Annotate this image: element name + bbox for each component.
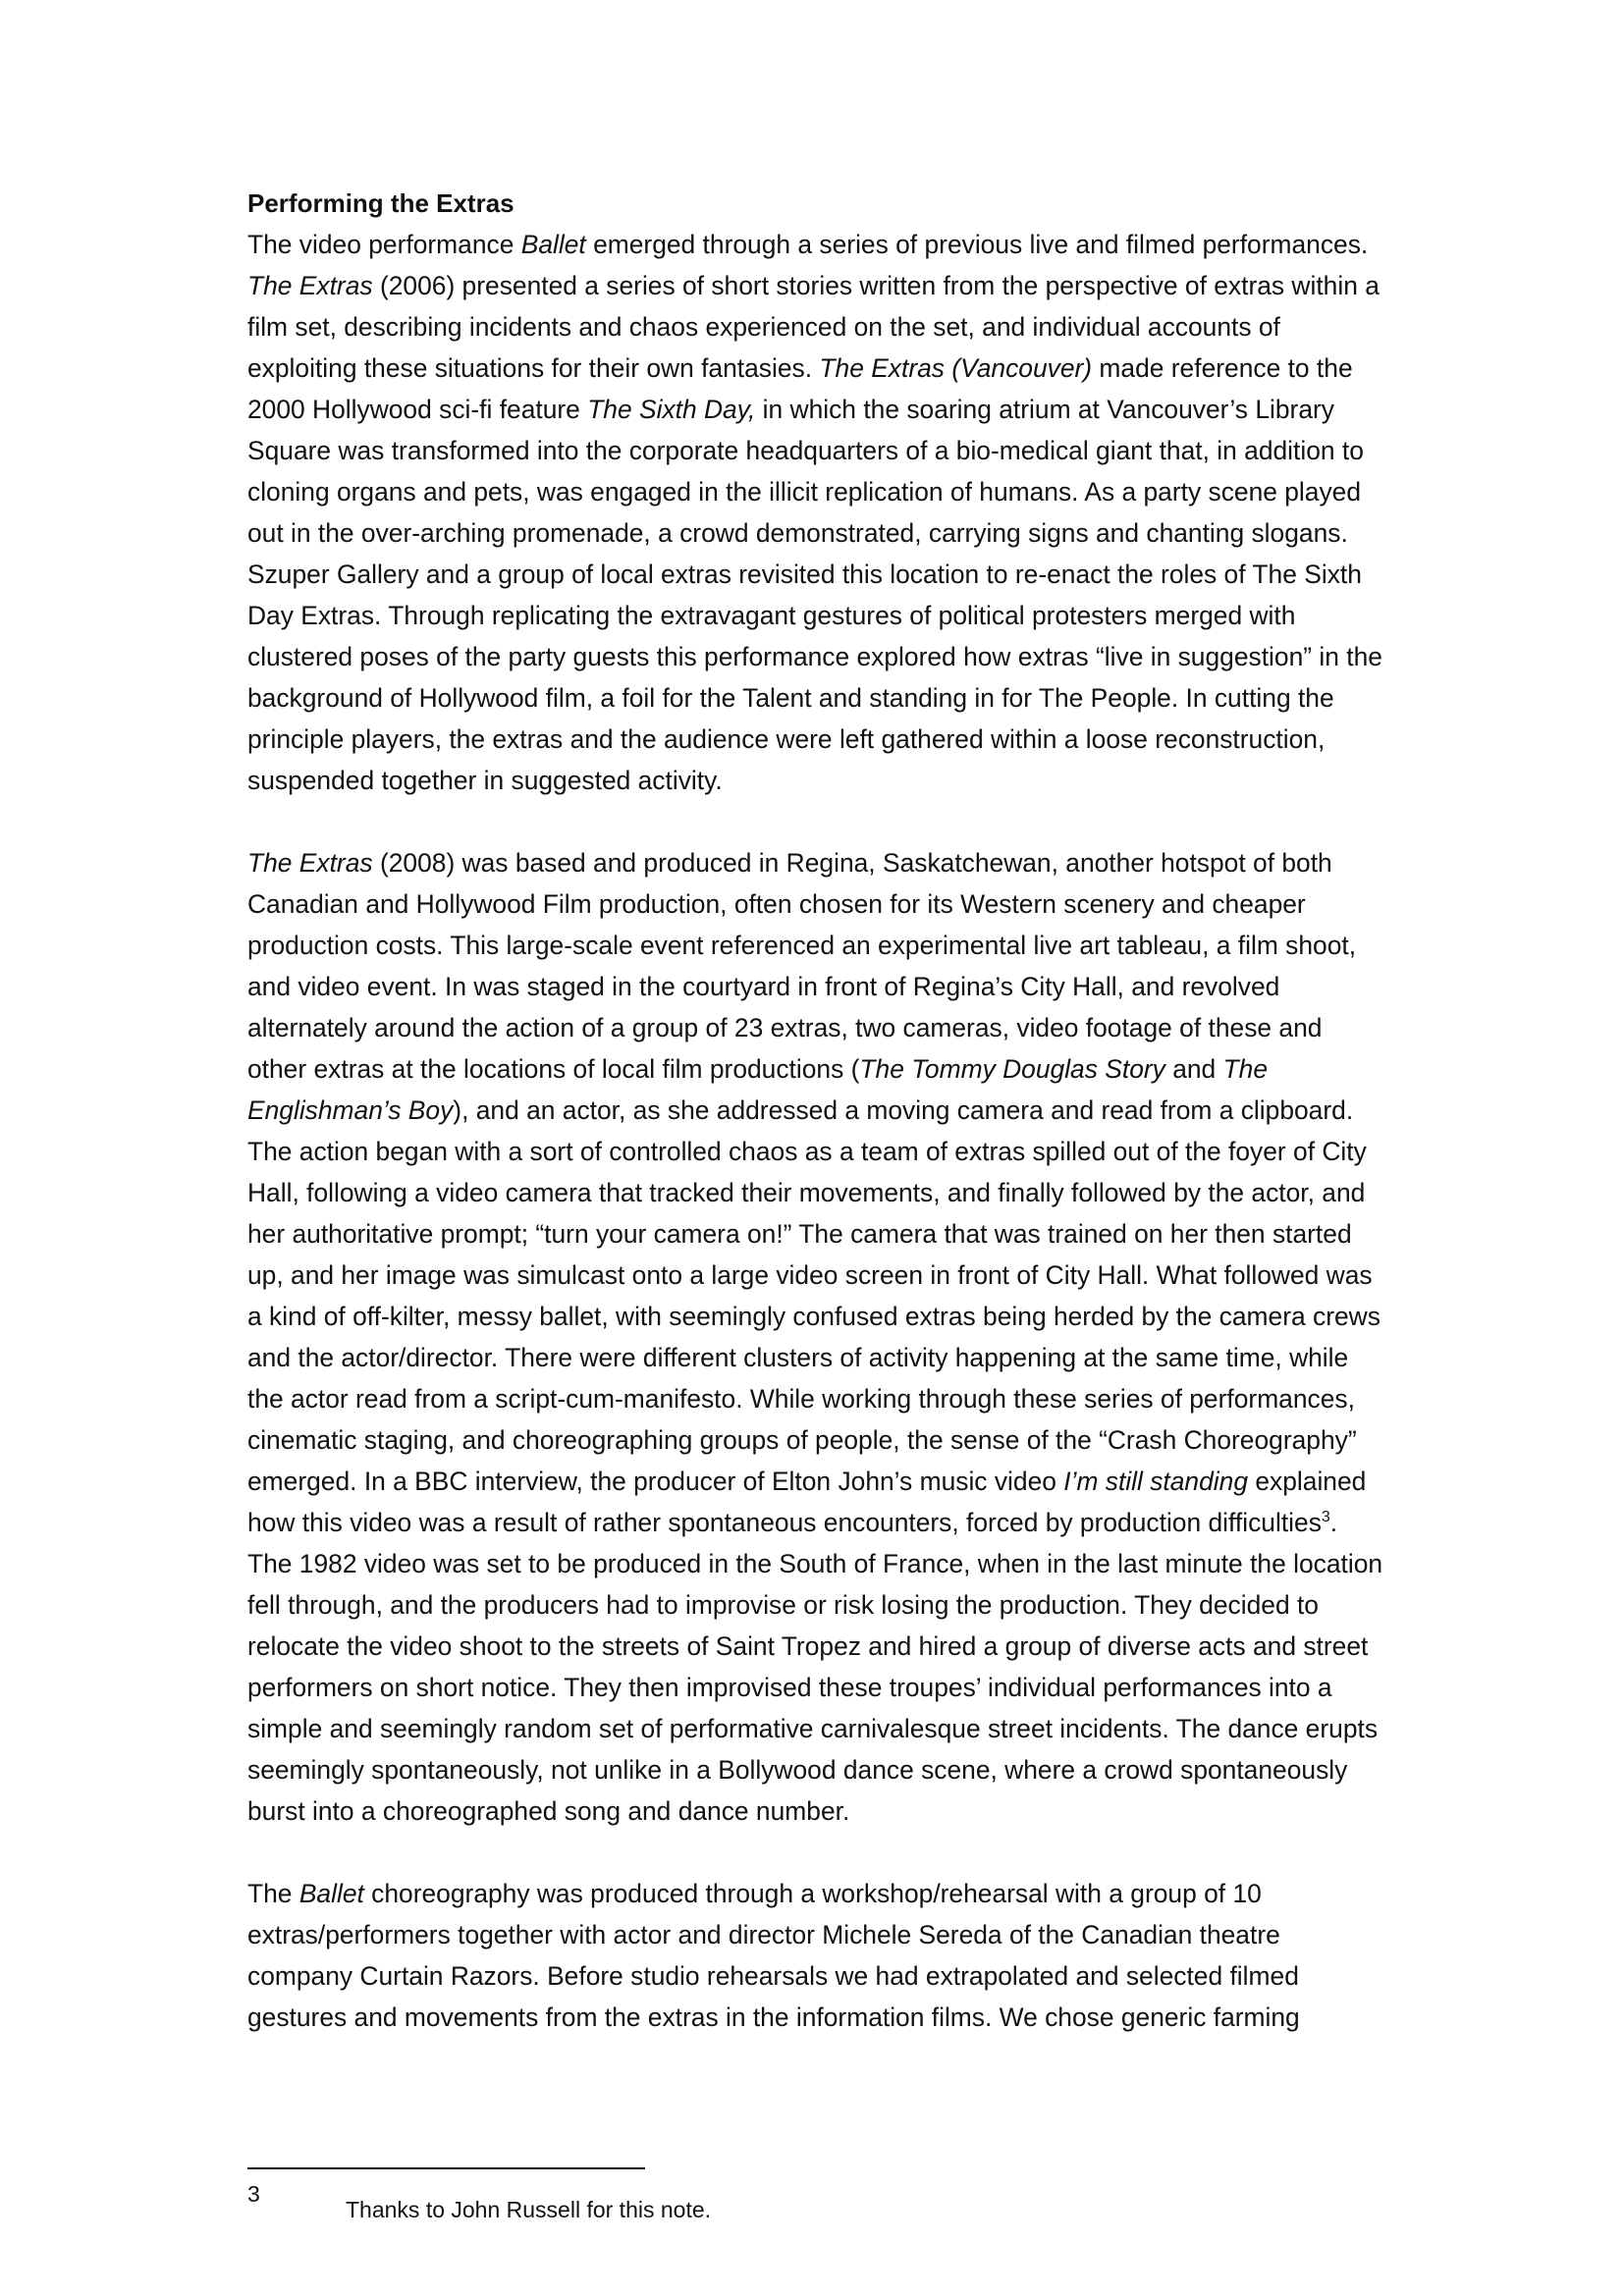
italic-title: The Extras: [247, 848, 373, 878]
italic-title: Ballet: [520, 230, 586, 259]
text-run: The: [247, 1879, 299, 1908]
italic-title: Ballet: [298, 1879, 364, 1908]
footnote-text: Thanks to John Russell for this note.: [346, 2197, 712, 2222]
paragraph-spacer: [247, 801, 1386, 842]
paragraph-2: [247, 842, 1386, 1832]
italic-title: The Extras (Vancouver): [819, 353, 1093, 383]
italic-title: The Tommy Douglas Story: [859, 1054, 1165, 1084]
text-run: (2008) was based and produced in Regina, Saskatchewan, another hotspot of both Canadian and Hollywood Film production, often chosen for its Western scenery and cheaper production costs. This large-scale event referenced an experimental live art tableau, a film shoot, and video event. In was staged in the courtyard in front of Regina’s City Hall, and revolved alternately around the action of a group of 23 extras, two cameras, video footage of these and other extras at the locations of local film productions (: [247, 848, 1357, 1084]
paragraph-1: [247, 224, 1386, 801]
italic-title: The Englishman’s Boy: [247, 1054, 1269, 1125]
italic-title: I’m still standing: [1063, 1467, 1249, 1496]
text-run: (2006) presented a series of short stories written from the perspective of extras within a film set, describing incidents and chaos experienced on the set, and individual accounts of exploiting these situations for their own fantasies.: [247, 271, 1380, 383]
text-run: and: [1164, 1054, 1223, 1084]
footnote-number: 3: [247, 2181, 260, 2207]
paragraph-spacer: [247, 1832, 1386, 1873]
text-run: ), and an actor, as she addressed a moving camera and read from a clipboard. The action began with a sort of controlled chaos as a team of extras spilled out of the foyer of City Hall, following a video camera that tracked their movements, and finally followed by the actor, and her authoritative prompt; “turn your camera on!” The camera that was trained on her then started up, and her image was simulcast onto a large video screen in front of City Hall. What followed was a kind of off-kilter, messy ballet, with seemingly confused extras being herded by the camera crews and the actor/director. There were different clusters of activity happening at the same time, while the actor read from a script-cum-manifesto. While working through these series of performances, cinematic staging, and choreographing groups of people, the sense of the “Crash Choreography” emerged. In a BBC interview, the producer of Elton John’s music video: [247, 1095, 1380, 1496]
footnote-reference[interactable]: 3: [1321, 1509, 1330, 1526]
paragraph-3: [247, 1873, 1386, 2038]
text-run: emerged through a series of previous live and filmed performances.: [585, 230, 1369, 259]
text-run: explained how this video was a result of rather spontaneous encounters, forced by production difficulties: [247, 1467, 1367, 1537]
text-run: in which the soaring atrium at Vancouver’s Library Square was transformed into the corporate headquarters of a bio-medical giant that, in addition to cloning organs and pets, was engaged in the illicit replication of humans. As a party scene played out in the over-arching promenade, a crowd demonstrated, carrying signs and chanting slogans. Szuper Gallery and a group of local extras revisited this location to re-enact the roles of The Sixth Day Extras. Through replicating the extravagant gestures of political protesters merged with clustered poses of the party guests this performance explored how extras “live in suggestion” in the background of Hollywood film, a foil for the Talent and standing in for The People. In cutting the principle players, the extras and the audience were left gathered within a loose reconstruction, suspended together in suggested activity.: [247, 395, 1382, 795]
text-run: made reference to the 2000 Hollywood sci-fi feature: [247, 353, 1353, 424]
section-heading: Performing the Extras: [247, 188, 514, 218]
text-run: . The 1982 video was set to be produced in the South of France, when in the last minute the location fell through, and the producers had to improvise or risk losing the production. They decided to relocate the video shoot to the streets of Saint Tropez and hired a group of diverse acts and street performers on short notice. They then improvised these troupes’ individual performances into a simple and seemingly random set of performative carnivalesque street incidents. The dance erupts seemingly spontaneously, not unlike in a Bollywood dance scene, where a crowd spontaneously burst into a choreographed song and dance number.: [247, 1508, 1383, 1826]
italic-title: The Sixth Day,: [587, 395, 756, 424]
document-page: [247, 183, 1386, 2038]
italic-title: The Extras: [247, 271, 373, 300]
footnote-divider: [247, 2167, 645, 2169]
text-run: choreography was produced through a workshop/rehearsal with a group of 10 extras/performers together with actor and director Michele Sereda of the Canadian theatre company Curtain Razors. Before studio rehearsals we had extrapolated and selected filmed gestures and movements from the extras in the information films. We chose generic farming: [247, 1879, 1300, 2032]
text-run: The video performance: [247, 230, 521, 259]
